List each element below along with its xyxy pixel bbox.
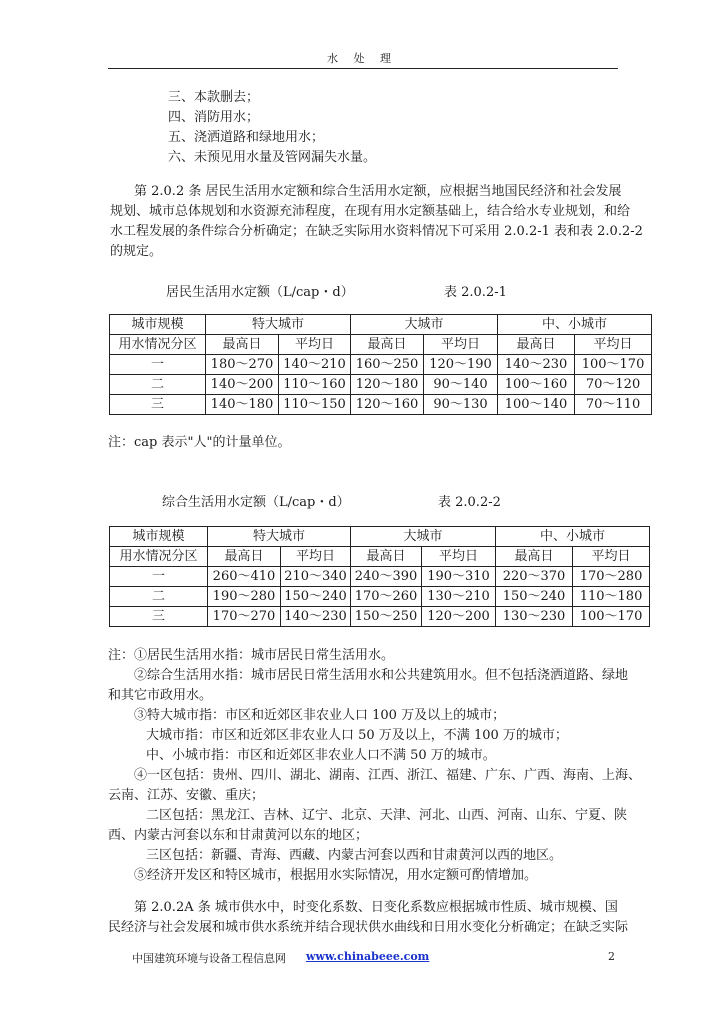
header-cell: 平均日 [279,335,351,355]
table-cell: 150～250 [351,607,422,627]
table-cell: 120～180 [351,375,424,395]
table1-caption: 居民生活用水定额（L/cap・d） [166,285,354,300]
note-line: 二区包括：黑龙江、吉林、辽宁、北京、天津、河北、山西、河南、山东、宁夏、陕 [146,808,628,823]
table-row [110,607,650,627]
header-cell: 中、小城市 [498,315,652,335]
clause-202-line: 规划、城市总体规划和水资源充沛程度，在现有用水定额基础上，结合给水专业规划，和给 [110,204,631,219]
list-item: 四、消防用水； [168,110,260,125]
table-cell: 100～170 [575,355,652,375]
table-comprehensive-water-quota [109,526,650,627]
table-row [110,395,652,415]
page-header-title: 水 处 理 [327,52,397,65]
note-line: 和其它市政用水。 [108,688,213,703]
table-cell: 90～130 [424,395,498,415]
table2-number: 表 2.0.2-2 [438,495,501,510]
table-row [110,375,652,395]
table-cell: 140～200 [206,375,279,395]
table-row [110,567,650,587]
header-cell: 平均日 [424,335,498,355]
note-line: 西、内蒙古河套以东和甘肃黄河以东的地区； [108,828,369,843]
note-line: 云南、江苏、安徽、重庆； [108,788,265,803]
table1-number: 表 2.0.2-1 [444,285,507,300]
header-cell: 最高日 [208,547,281,567]
table-cell: 220～370 [496,567,573,587]
table-cell: 二 [110,587,208,607]
table-cell: 190～310 [422,567,496,587]
header-cell: 平均日 [573,547,650,567]
list-item: 三、本款删去； [168,90,260,105]
note-line: 中、小城市指：市区和近郊区非农业人口不满 50 万的城市。 [146,748,496,763]
table-cell: 120～200 [422,607,496,627]
table-cell: 150～240 [281,587,351,607]
table-row [110,587,650,607]
table-cell: 110～160 [279,375,351,395]
footer-url-link[interactable]: www.chinabeee.com [306,950,430,963]
note-line: 大城市指：市区和近郊区非农业人口 50 万及以上，不满 100 万的城市； [146,728,568,743]
table-cell: 180～270 [206,355,279,375]
table-cell: 210～340 [281,567,351,587]
clause-202-line: 水工程发展的条件综合分析确定；在缺乏实际用水资料情况下可采用 2.0.2-1 表和表 2.0.2-2 [110,224,643,239]
header-cell: 最高日 [496,547,573,567]
header-cell: 大城市 [351,527,496,547]
table-cell: 110～150 [279,395,351,415]
table-cell: 120～160 [351,395,424,415]
table-cell: 100～160 [498,375,575,395]
table-cell: 190～280 [208,587,281,607]
header-cell: 城市规模 [110,527,208,547]
table-header-row [110,527,650,547]
table-cell: 130～210 [422,587,496,607]
table-cell: 70～120 [575,375,652,395]
table1-note: 注：cap 表示"人"的计量单位。 [108,435,291,450]
table-cell: 140～230 [281,607,351,627]
table-cell: 100～170 [573,607,650,627]
page-number: 2 [608,950,615,963]
table-cell: 150～240 [496,587,573,607]
table-cell: 110～180 [573,587,650,607]
table-cell: 三 [110,395,206,415]
note-line: ③特大城市指：市区和近郊区非农业人口 100 万及以上的城市； [134,708,506,723]
clause-202a-line: 民经济与社会发展和城市供水系统并结合现状供水曲线和日用水变化分析确定；在缺乏实际 [108,920,629,935]
table-cell: 140～230 [498,355,575,375]
table-cell: 90～140 [424,375,498,395]
header-cell: 最高日 [351,547,422,567]
table-cell: 170～280 [573,567,650,587]
header-cell: 用水情况分区 [110,335,206,355]
header-cell: 特大城市 [206,315,351,335]
note-line: ⑤经济开发区和特区城市，根据用水实际情况，用水定额可酌情增加。 [134,868,538,883]
table-cell: 130～230 [496,607,573,627]
table-cell: 170～270 [208,607,281,627]
clause-202a-line: 第 2.0.2A 条 城市供水中，时变化系数、日变化系数应根据城市性质、城市规模、国 [134,900,618,915]
note-line: ②综合生活用水指：城市居民日常生活用水和公共建筑用水。但不包括浇洒道路、绿地 [134,668,629,683]
table-cell: 三 [110,607,208,627]
footer-site-name: 中国建筑环境与设备工程信息网 [132,952,286,965]
table-header-row [110,335,652,355]
table-header-row [110,315,652,335]
table-cell: 240～390 [351,567,422,587]
header-cell: 特大城市 [208,527,351,547]
table-cell: 一 [110,567,208,587]
header-cell: 平均日 [422,547,496,567]
header-cell: 平均日 [281,547,351,567]
table-residential-water-quota [109,314,652,415]
table-cell: 120～190 [424,355,498,375]
note-line: ④一区包括：贵州、四川、湖北、湖南、江西、浙江、福建、广东、广西、海南、上海、 [134,768,642,783]
table-row [110,355,652,375]
table-cell: 260～410 [208,567,281,587]
header-cell: 大城市 [351,315,498,335]
table-cell: 140～180 [206,395,279,415]
note-line: 注：①居民生活用水指：城市居民日常生活用水。 [108,648,395,663]
note-line: 三区包括：新疆、青海、西藏、内蒙古河套以西和甘肃黄河以西的地区。 [146,848,563,863]
header-cell: 城市规模 [110,315,206,335]
table2-caption: 综合生活用水定额（L/cap・d） [162,495,350,510]
header-cell: 中、小城市 [496,527,650,547]
header-rule [108,68,618,69]
clause-202-line: 的规定。 [110,244,163,259]
header-cell: 最高日 [351,335,424,355]
header-cell: 最高日 [498,335,575,355]
list-item: 五、浇洒道路和绿地用水； [168,130,325,145]
table-cell: 160～250 [351,355,424,375]
clause-202-line: 第 2.0.2 条 居民生活用水定额和综合生活用水定额，应根据当地国民经济和社会发展 [134,184,622,199]
list-item: 六、未预见用水量及管网漏失水量。 [168,150,377,165]
header-cell: 最高日 [206,335,279,355]
header-cell: 用水情况分区 [110,547,208,567]
table-cell: 二 [110,375,206,395]
header-cell: 平均日 [575,335,652,355]
table-header-row [110,547,650,567]
table-cell: 70～110 [575,395,652,415]
table-cell: 140～210 [279,355,351,375]
table-cell: 170～260 [351,587,422,607]
table-cell: 一 [110,355,206,375]
table-cell: 100～140 [498,395,575,415]
